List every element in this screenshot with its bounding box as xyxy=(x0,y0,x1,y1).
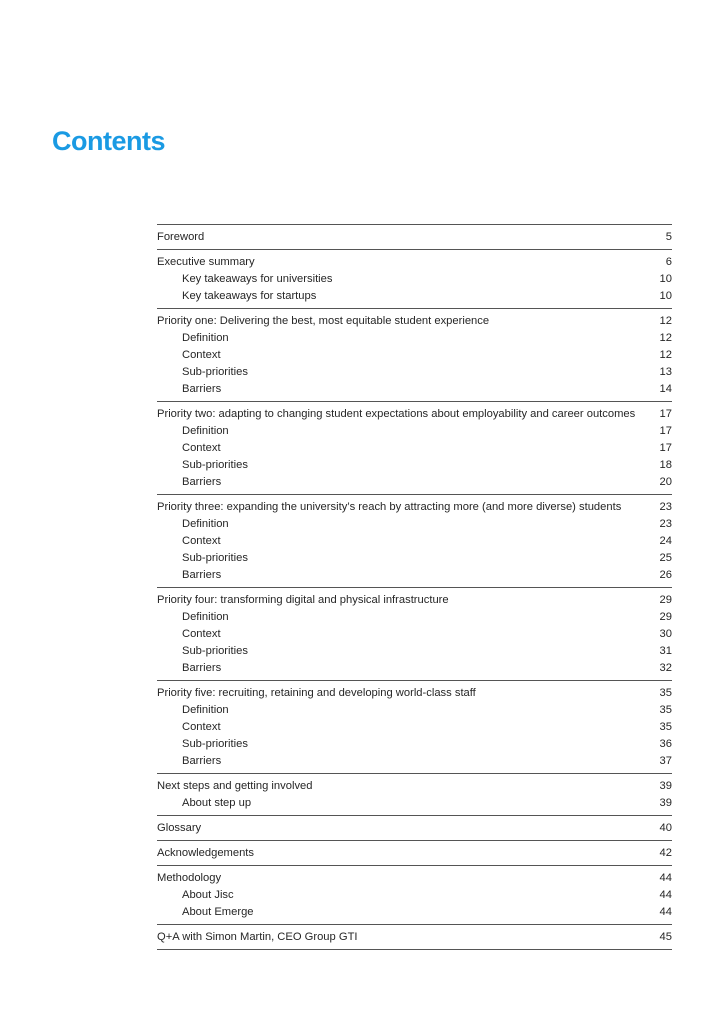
page-number: 13 xyxy=(659,366,672,378)
page-number: 30 xyxy=(659,628,672,640)
page-number: 40 xyxy=(659,822,672,834)
toc-subentry-label: Definition xyxy=(182,332,229,344)
page-number: 29 xyxy=(659,594,672,606)
toc-section xyxy=(157,816,672,841)
page-number: 39 xyxy=(659,780,672,792)
page-number: 36 xyxy=(659,738,672,750)
page-number: 35 xyxy=(659,687,672,699)
page-number: 14 xyxy=(659,383,672,395)
toc-subentry[interactable] xyxy=(157,440,672,457)
toc-entry-label: Methodology xyxy=(157,872,222,884)
toc-subentry-label: About Emerge xyxy=(182,906,254,918)
toc-subentry[interactable] xyxy=(157,719,672,736)
page-number: 10 xyxy=(659,273,672,285)
page-number: 37 xyxy=(659,755,672,767)
page-number: 12 xyxy=(659,349,672,361)
page-number: 23 xyxy=(659,518,672,530)
toc-subentry[interactable] xyxy=(157,364,672,381)
toc-entry-label: Priority five: recruiting, retaining and developing world-class staff xyxy=(157,687,476,699)
toc-entry-label: Executive summary xyxy=(157,256,255,268)
toc-subentry[interactable] xyxy=(157,474,672,491)
toc-section xyxy=(157,841,672,866)
toc-section xyxy=(157,495,672,588)
toc-subentry-label: Barriers xyxy=(182,476,222,488)
toc-entry[interactable] xyxy=(157,929,672,946)
page-number: 32 xyxy=(659,662,672,674)
toc-entry[interactable] xyxy=(157,406,672,423)
table-of-contents xyxy=(157,224,672,950)
toc-subentry-label: Definition xyxy=(182,704,229,716)
page-number: 31 xyxy=(659,645,672,657)
toc-subentry[interactable] xyxy=(157,702,672,719)
toc-subentry[interactable] xyxy=(157,457,672,474)
page-number: 12 xyxy=(659,315,672,327)
page-number: 44 xyxy=(659,872,672,884)
toc-entry[interactable] xyxy=(157,845,672,862)
page-number: 12 xyxy=(659,332,672,344)
toc-entry-label: Priority four: transforming digital and physical infrastructure xyxy=(157,594,449,606)
toc-subentry[interactable] xyxy=(157,533,672,550)
page-number: 25 xyxy=(659,552,672,564)
toc-entry[interactable] xyxy=(157,778,672,795)
toc-subentry-label: About step up xyxy=(182,797,252,809)
toc-subentry-label: Sub-priorities xyxy=(182,366,248,378)
page-number: 44 xyxy=(659,906,672,918)
toc-section xyxy=(157,250,672,309)
toc-entry-label: Priority two: adapting to changing student expectations about employability and career outcomes xyxy=(157,408,636,420)
toc-subentry-label: Barriers xyxy=(182,569,222,581)
page-number: 20 xyxy=(659,476,672,488)
toc-entry-label: Foreword xyxy=(157,231,205,243)
toc-entry-label: Q+A with Simon Martin, CEO Group GTI xyxy=(157,931,358,943)
toc-subentry[interactable] xyxy=(157,643,672,660)
toc-entry[interactable] xyxy=(157,870,672,887)
toc-section xyxy=(157,866,672,925)
toc-subentry-label: Definition xyxy=(182,425,229,437)
toc-subentry[interactable] xyxy=(157,550,672,567)
page-number: 29 xyxy=(659,611,672,623)
toc-subentry[interactable] xyxy=(157,516,672,533)
toc-subentry[interactable] xyxy=(157,609,672,626)
toc-section xyxy=(157,225,672,250)
page-number: 35 xyxy=(659,721,672,733)
toc-entry[interactable] xyxy=(157,499,672,516)
toc-entry[interactable] xyxy=(157,254,672,271)
toc-subentry[interactable] xyxy=(157,795,672,812)
toc-entry-label: Glossary xyxy=(157,822,202,834)
toc-subentry[interactable] xyxy=(157,660,672,677)
toc-section xyxy=(157,925,672,950)
toc-subentry-label: Barriers xyxy=(182,383,222,395)
toc-subentry-label: Sub-priorities xyxy=(182,738,248,750)
page-number: 42 xyxy=(659,847,672,859)
page-number: 17 xyxy=(659,425,672,437)
toc-subentry[interactable] xyxy=(157,271,672,288)
page-number: 17 xyxy=(659,442,672,454)
toc-subentry-label: Context xyxy=(182,442,221,454)
toc-entry-label: Acknowledgements xyxy=(157,847,255,859)
toc-subentry-label: Barriers xyxy=(182,755,222,767)
toc-subentry-label: Key takeaways for universities xyxy=(182,273,333,285)
toc-entry[interactable] xyxy=(157,592,672,609)
toc-subentry[interactable] xyxy=(157,904,672,921)
toc-subentry[interactable] xyxy=(157,423,672,440)
toc-section xyxy=(157,681,672,774)
toc-subentry-label: Context xyxy=(182,721,221,733)
toc-entry[interactable] xyxy=(157,820,672,837)
toc-subentry[interactable] xyxy=(157,626,672,643)
toc-subentry-label: Sub-priorities xyxy=(182,645,248,657)
toc-subentry[interactable] xyxy=(157,736,672,753)
toc-entry[interactable] xyxy=(157,685,672,702)
toc-subentry-label: Sub-priorities xyxy=(182,459,248,471)
page-number: 39 xyxy=(659,797,672,809)
toc-section xyxy=(157,309,672,402)
toc-subentry[interactable] xyxy=(157,753,672,770)
toc-section xyxy=(157,402,672,495)
toc-entry-label: Priority one: Delivering the best, most equitable student experience xyxy=(157,315,490,327)
page-title: Contents xyxy=(52,126,165,156)
toc-subentry-label: About Jisc xyxy=(182,889,234,901)
toc-subentry-label: Context xyxy=(182,628,221,640)
page-number: 23 xyxy=(659,501,672,513)
toc-subentry[interactable] xyxy=(157,330,672,347)
toc-subentry[interactable] xyxy=(157,887,672,904)
toc-subentry[interactable] xyxy=(157,381,672,398)
page-number: 18 xyxy=(659,459,672,471)
toc-subentry-label: Context xyxy=(182,349,221,361)
toc-subentry[interactable] xyxy=(157,347,672,364)
toc-section xyxy=(157,774,672,816)
page-number: 45 xyxy=(659,931,672,943)
toc-subentry-label: Barriers xyxy=(182,662,222,674)
page-number: 17 xyxy=(659,408,672,420)
toc-subentry[interactable] xyxy=(157,567,672,584)
toc-subentry-label: Sub-priorities xyxy=(182,552,248,564)
page-number: 44 xyxy=(659,889,672,901)
page-number: 6 xyxy=(665,256,672,268)
toc-entry[interactable] xyxy=(157,229,672,246)
toc-entry-label: Priority three: expanding the university’s reach by attracting more (and more diverse) students xyxy=(157,501,622,513)
toc-subentry-label: Key takeaways for startups xyxy=(182,290,317,302)
toc-section xyxy=(157,588,672,681)
toc-entry[interactable] xyxy=(157,313,672,330)
page-number: 26 xyxy=(659,569,672,581)
toc-subentry-label: Definition xyxy=(182,518,229,530)
page-number: 10 xyxy=(659,290,672,302)
page-number: 24 xyxy=(659,535,672,547)
toc-subentry-label: Context xyxy=(182,535,221,547)
toc-subentry[interactable] xyxy=(157,288,672,305)
page-number: 35 xyxy=(659,704,672,716)
page-number: 5 xyxy=(665,231,672,243)
toc-subentry-label: Definition xyxy=(182,611,229,623)
toc-entry-label: Next steps and getting involved xyxy=(157,780,313,792)
